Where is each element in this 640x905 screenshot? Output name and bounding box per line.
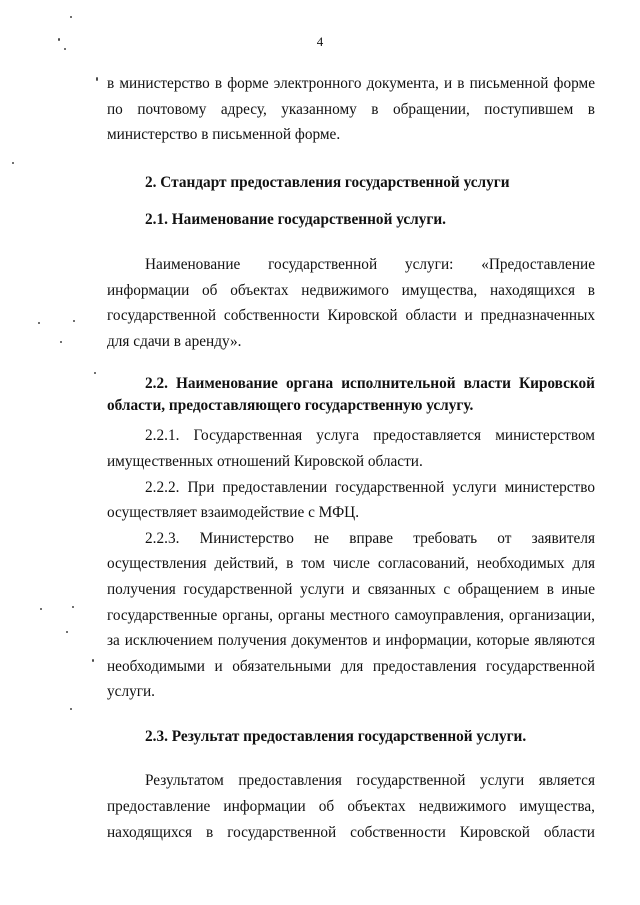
intro-paragraph: в министерство в форме электронного документа, и в письменной форме по почтовому адресу, указанному в обращении, поступившем в министерство в письменной форме. [107,75,595,144]
section-2-heading: 2. Стандарт предоставления государственной услуги [145,173,510,191]
section-2-3-text: Результатом предоставления государственной услуги является предоставление информации об объектах недвижимого имущества, находящихся в государственной собственности Кировской области [107,772,595,841]
page-number: 4 [316,34,324,49]
section-2-2-3-text: 2.2.3. Министерство не вправе требовать от заявителя осуществления действий, в том числе согласований, необходимых для получения государственной услуги и связанных с обращением в иные государственные органы, органы местного самоуправления, организации, за исключением получения документов и информации, которые являются необходимыми и обязательными для предоставления государственной услуги. [107,529,595,701]
section-2-2-1-text: 2.2.1. Государственная услуга предоставляется министерством имущественных отношений Кировской области. [107,427,595,470]
section-2-1-heading: 2.1. Наименование государственной услуги. [145,211,446,229]
section-2-3-heading: 2.3. Результат предоставления государственной услуги. [145,727,527,745]
section-2-2-heading: 2.2. Наименование органа исполнительной власти Кировской области, предоставляющего государственную услугу. [107,375,595,415]
document-body [107,71,595,845]
section-2-2-2-text: 2.2.2. При предоставлении государственной услуги министерство осуществляет взаимодействие с МФЦ. [107,478,595,522]
section-2-1-text: Наименование государственной услуги: «Предоставление информации об объектах недвижимого имущества, находящихся в государственной собственности Кировской области и предназначенных для сдачи в аренду». [107,255,595,350]
